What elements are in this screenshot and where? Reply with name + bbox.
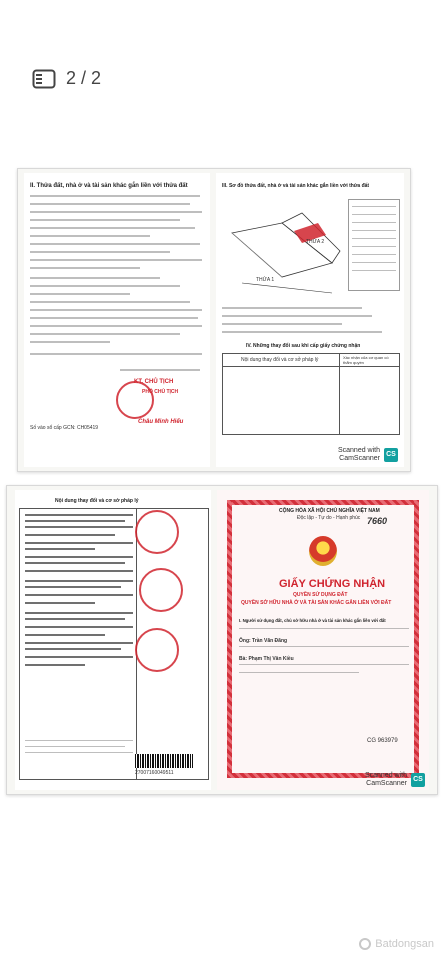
camscanner-badge (338, 447, 398, 463)
camscanner-scanned: Scanned with (337, 447, 380, 454)
watermark (359, 938, 434, 950)
right-page (216, 173, 404, 467)
left-header: Nội dung thay đổi và cơ sở pháp lý (55, 498, 139, 504)
signer-name: Châu Minh Hiếu (138, 419, 184, 425)
changes-table (222, 353, 400, 435)
national-emblem (309, 536, 337, 566)
owner-section: I. Người sử dụng đất, chủ sở hữu nhà ở và tài sản khác gắn liền với đất (239, 618, 386, 623)
right-page (217, 490, 429, 790)
stamp-title: PHÓ CHỦ TỊCH (142, 389, 179, 395)
certificate-front-scan[interactable] (6, 485, 438, 795)
camscanner-scanned: Scanned with (364, 772, 407, 779)
coordinate-table (348, 199, 400, 291)
red-seal (116, 381, 154, 419)
certificate-title: GIẤY CHỨNG NHẬN (279, 578, 386, 590)
motto: Độc lập - Tự do - Hạnh phúc (297, 515, 361, 521)
left-page (24, 173, 210, 467)
cert-number: Số vào sổ cấp GCN: CH05419 (30, 425, 99, 431)
barcode (135, 754, 193, 768)
subtitle-1: QUYỀN SỬ DỤNG ĐẤT (293, 592, 348, 598)
serial-number: CG 963979 (367, 738, 398, 744)
camscanner-brand: CamScanner (366, 780, 407, 787)
pages-icon[interactable] (32, 69, 56, 89)
watermark-text: Batdongsan (375, 938, 434, 950)
page-counter (32, 68, 101, 89)
section-iv: IV. Những thay đổi sau khi cấp giấy chứng nhận (246, 343, 361, 349)
stamp-kt: KT. CHỦ TỊCH (134, 379, 174, 385)
watermark-logo-icon (359, 938, 371, 950)
left-page (15, 490, 211, 790)
owner-1: Ông: Trần Văn Đăng (239, 638, 288, 644)
right-header: III. Sơ đồ thửa đất, nhà ở và tài sản khác gắn liền với thửa đất (222, 183, 370, 189)
red-seal-3 (135, 628, 179, 672)
subtitle-2: QUYỀN SỞ HỮU NHÀ Ở VÀ TÀI SẢN KHÁC GẮN LIỀN VỚI ĐẤT (241, 600, 392, 606)
owner-2: Bà: Phạm Thị Vân Kiều (239, 656, 294, 662)
left-header: II. Thửa đất, nhà ở và tài sản khác gắn liền với thửa đất (30, 183, 188, 189)
parcel-1: THỬA 1 (256, 277, 275, 283)
camscanner-icon: CS (384, 448, 398, 462)
barcode-number: 27007160049511 (135, 770, 174, 776)
certificate-back-scan[interactable] (17, 168, 411, 472)
top-bar (0, 0, 444, 58)
red-seal-1 (135, 510, 179, 554)
camscanner-brand: CamScanner (339, 455, 380, 462)
country-name: CỘNG HÒA XÃ HỘI CHỦ NGHĨA VIỆT NAM (279, 508, 380, 514)
parcel-diagram (222, 193, 342, 303)
col-content: Nội dung thay đổi và cơ sở pháp lý (241, 357, 319, 363)
camscanner-icon: CS (411, 773, 425, 787)
col-confirm: Xác nhận của cơ quan có thẩm quyền (343, 355, 389, 365)
parcel-2: THỬA 2 (306, 239, 325, 245)
handwritten-no: 7660 (367, 516, 388, 526)
page-counter-text: 2 / 2 (66, 68, 102, 88)
camscanner-badge (365, 772, 425, 788)
red-seal-2 (139, 568, 183, 612)
